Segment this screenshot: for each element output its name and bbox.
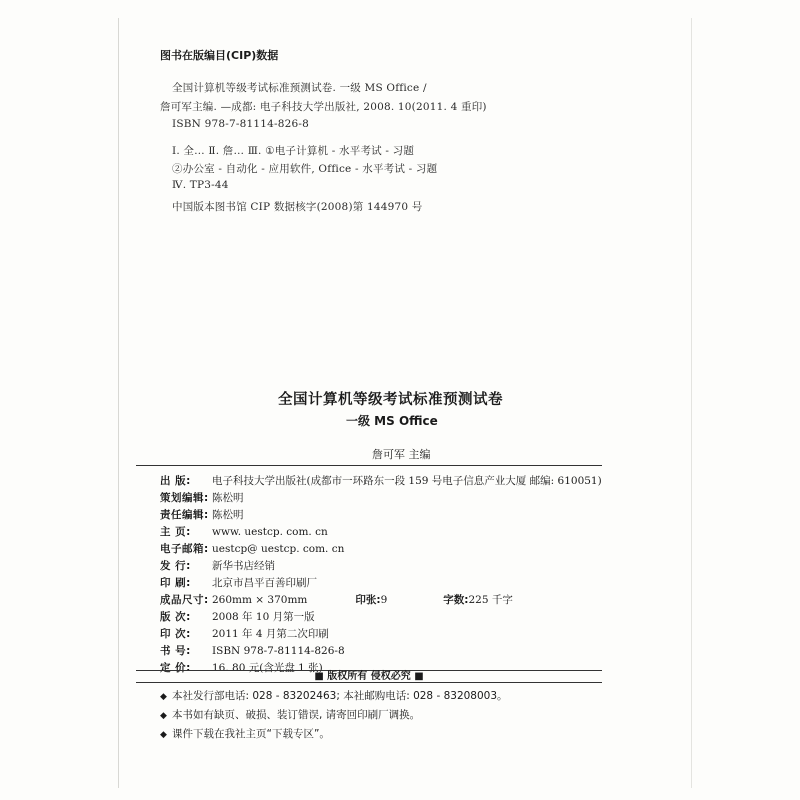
pub-label: 印 刷: <box>160 577 191 589</box>
notice-defects <box>160 707 420 722</box>
notice-courseware <box>160 726 330 741</box>
bullet-diamond-icon: ◆ <box>160 711 167 721</box>
pub-label: 电子邮箱: <box>160 543 209 555</box>
pub-row-responsible-editor <box>160 507 244 522</box>
notice-phone <box>160 688 508 703</box>
pub-row-homepage <box>160 524 328 539</box>
pub-row-format <box>160 592 513 607</box>
pub-value: 北京市昌平百善印刷厂 <box>212 577 317 589</box>
pub-value: 电子科技大学出版社(成都市一环路东一段 159 号电子信息产业大厦 邮编: 610051) <box>212 475 602 487</box>
notice-text: 课件下载在我社主页“下载专区”。 <box>172 728 330 740</box>
pub-value: 新华书店经销 <box>212 560 275 572</box>
pub-label: 发 行: <box>160 560 191 572</box>
pub-value: 2008 年 10 月第一版 <box>212 611 315 623</box>
cip-line-classification: Ⅳ. TP3-44 <box>172 179 229 191</box>
pub-row-publisher <box>160 473 602 488</box>
pub-value: www. uestcp. com. cn <box>212 526 328 538</box>
bullet-diamond-icon: ◆ <box>160 730 167 740</box>
pub-label: 定 价: <box>160 662 191 674</box>
pub-row-planning-editor <box>160 490 244 505</box>
pub-words-value: 225 千字 <box>468 594 513 606</box>
notice-text: 本书如有缺页、破损、装订错误, 请寄回印刷厂调换。 <box>172 709 421 721</box>
cip-line-author: 詹可军主编. —成都: 电子科技大学出版社, 2008. 10(2011. 4 重印) <box>160 101 487 113</box>
pub-words-label: 字数: <box>443 594 469 606</box>
book-title: 全国计算机等级考试标准预测试卷 <box>278 392 503 408</box>
pub-value: 260mm × 370mm <box>212 594 308 606</box>
pub-value: ISBN 978-7-81114-826-8 <box>212 645 345 657</box>
pub-label: 策划编辑: <box>160 492 209 504</box>
pub-value: uestcp@ uestcp. com. cn <box>212 543 345 555</box>
pub-label: 版 次: <box>160 611 191 623</box>
pub-label: 印 次: <box>160 628 191 640</box>
cip-line-record-number: 中国版本图书馆 CIP 数据核字(2008)第 144970 号 <box>172 201 423 213</box>
pub-value: 16. 80 元(含光盘 1 张) <box>212 662 323 674</box>
pub-value: 陈松明 <box>212 492 244 504</box>
pub-row-distribution <box>160 558 275 573</box>
pub-row-edition <box>160 609 315 624</box>
pub-label: 主 页: <box>160 526 191 538</box>
cip-line-isbn: ISBN 978-7-81114-826-8 <box>172 118 310 130</box>
bullet-diamond-icon: ◆ <box>160 692 167 702</box>
pub-label: 责任编辑: <box>160 509 209 521</box>
notice-text: 本社发行部电话: 028 - 83202463; 本社邮购电话: 028 - 83208003。 <box>172 690 508 702</box>
pub-sheets-label: 印张: <box>355 594 381 606</box>
copyright-notice: ■ 版权所有 侵权必究 ■ <box>136 670 602 683</box>
cip-line-subject-1: Ⅰ. 全… Ⅱ. 詹… Ⅲ. ①电子计算机 - 水平考试 - 习题 <box>172 145 415 157</box>
pub-label: 出 版: <box>160 475 191 487</box>
book-subtitle: 一级 MS Office <box>346 414 438 428</box>
pub-value: 陈松明 <box>212 509 244 521</box>
pub-row-printer <box>160 575 317 590</box>
cip-heading: 图书在版编目(CIP)数据 <box>160 49 279 62</box>
pub-value: 2011 年 4 月第二次印刷 <box>212 628 329 640</box>
pub-row-isbn <box>160 643 345 658</box>
cip-line-title: 全国计算机等级考试标准预测试卷. 一级 MS Office / <box>172 82 427 94</box>
pub-sheets-value: 9 <box>380 594 388 606</box>
pub-label: 成品尺寸: <box>160 594 209 606</box>
pub-row-printing <box>160 626 329 641</box>
pub-row-email <box>160 541 344 556</box>
publication-top-rule <box>136 465 602 466</box>
pub-label: 书 号: <box>160 645 191 657</box>
book-author: 詹可军 主编 <box>372 448 431 461</box>
cip-line-subject-2: ②办公室 - 自动化 - 应用软件, Office - 水平考试 - 习题 <box>172 163 438 175</box>
